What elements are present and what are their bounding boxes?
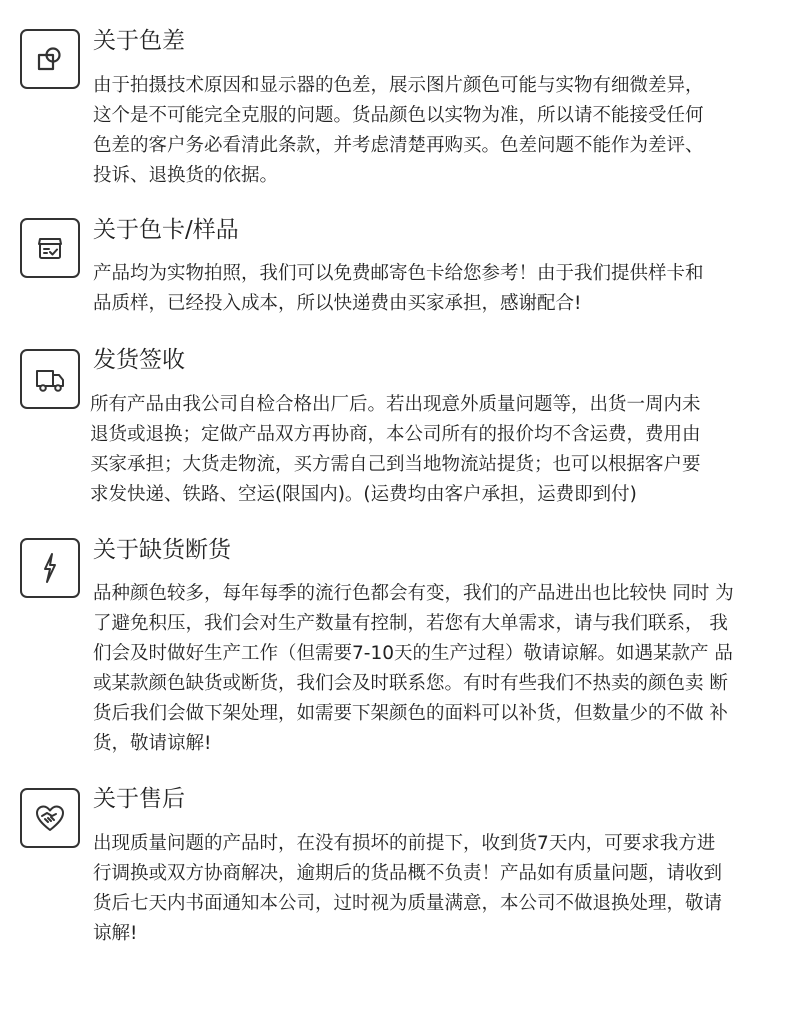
body-line: 色差的客户务必看清此条款，并考虑清楚再购买。色差问题不能作为差评、 <box>93 135 704 156</box>
section-title: 关于售后 <box>93 786 185 812</box>
section-body <box>90 390 780 510</box>
sample-box-icon <box>20 218 80 278</box>
body-line: 产品均为实物拍照，我们可以免费邮寄色卡给您参考！由于我们提供样卡和 <box>93 263 704 284</box>
lightning-icon <box>20 538 80 598</box>
body-line: 货，敬请谅解! <box>93 733 212 754</box>
body-line: 由于拍摄技术原因和显示器的色差，展示图片颜色可能与实物有细微差异， <box>93 75 704 96</box>
body-line: 货后七天内书面通知本公司，过时视为质量满意，本公司不做退换处理，敬请 <box>93 893 723 914</box>
body-line: 买家承担；大货走物流，买方需自己到当地物流站提货；也可以根据客户要 <box>90 454 701 475</box>
body-line: 出现质量问题的产品时，在没有损坏的前提下，收到货7天内，可要求我方进 <box>93 833 716 854</box>
body-line: 品质样，已经投入成本，所以快递费由买家承担，感谢配合! <box>93 293 582 314</box>
color-square-icon <box>20 29 80 89</box>
section-title: 发货签收 <box>93 347 185 373</box>
section-body <box>93 579 783 759</box>
handshake-heart-icon <box>20 788 80 848</box>
body-line: 谅解! <box>93 923 138 944</box>
body-line: 品种颜色较多，每年每季的流行色都会有变，我们的产品进出也比较快 同时 为 <box>93 583 734 604</box>
body-line: 所有产品由我公司自检合格出厂后。若出现意外质量问题等，出货一周内未 <box>90 394 701 415</box>
section-title: 关于色差 <box>93 28 185 54</box>
section-title: 关于色卡/样品 <box>93 217 239 243</box>
section-title: 关于缺货断货 <box>93 537 231 563</box>
body-line: 了避免积压，我们会对生产数量有控制，若您有大单需求，请与我们联系， 我 <box>93 613 728 634</box>
body-line: 退货或退换；定做产品双方再协商，本公司所有的报价均不含运费，费用由 <box>90 424 701 445</box>
body-line: 投诉、退换货的依据。 <box>93 165 279 186</box>
section-body <box>93 259 783 319</box>
truck-icon <box>20 349 80 409</box>
body-line: 货后我们会做下架处理，如需要下架颜色的面料可以补货，但数量少的不做 补 <box>93 703 728 724</box>
body-line: 或某款颜色缺货或断货，我们会及时联系您。有时有些我们不热卖的颜色卖 断 <box>93 673 728 694</box>
body-line: 行调换或双方协商解决，逾期后的货品概不负责！产品如有质量问题，请收到 <box>93 863 723 884</box>
section-body <box>93 71 783 191</box>
body-line: 求发快递、铁路、空运(限国内)。(运费均由客户承担，运费即到付) <box>90 484 637 505</box>
body-line: 这个是不可能完全克服的问题。货品颜色以实物为准，所以请不能接受任何 <box>93 105 704 126</box>
body-line: 们会及时做好生产工作（但需要7-10天的生产过程）敬请谅解。如遇某款产 品 <box>93 643 733 664</box>
section-body <box>93 829 783 949</box>
